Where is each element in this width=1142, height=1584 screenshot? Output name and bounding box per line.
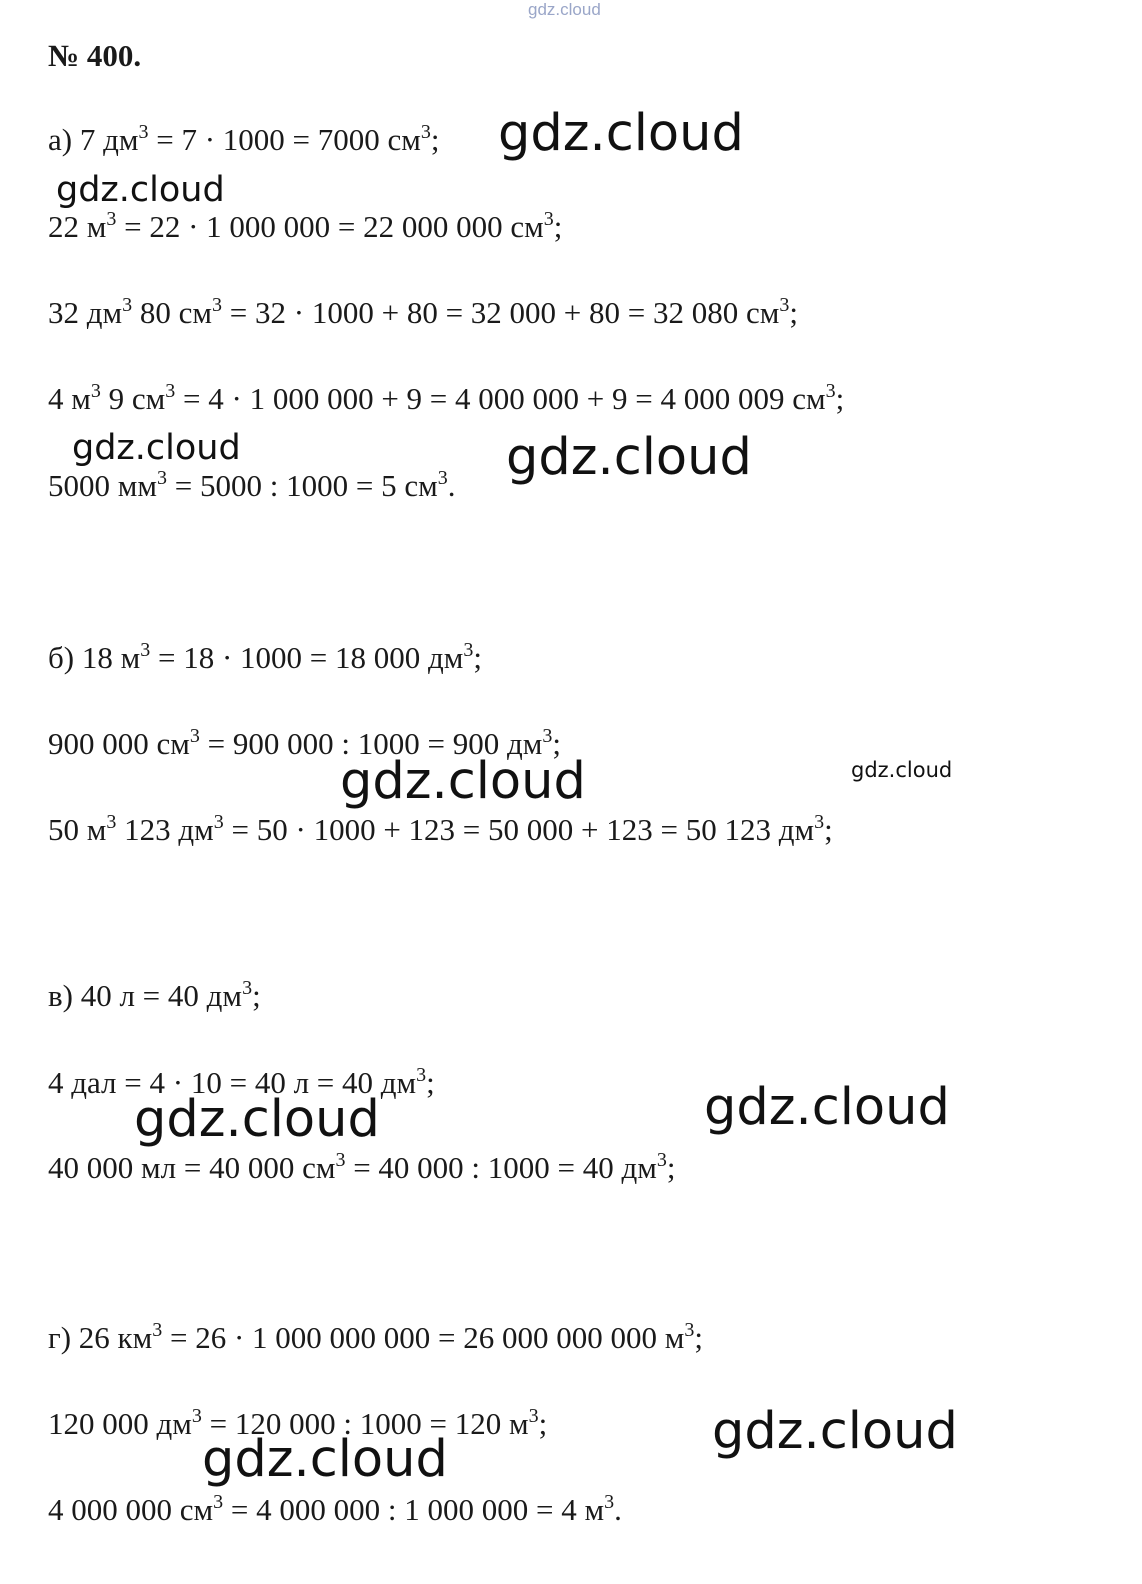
equation-line: б) 18 $м^3 = 18 \cdot 1000 = 18$ 000 $дм^3$; — [48, 639, 483, 675]
watermark: gdz.cloud — [72, 428, 241, 468]
watermark: gdz.cloud — [704, 1078, 950, 1137]
equation-line: 120 000 $дм^3 = 120$ 000 : 1000 = 120 $м^3$; — [48, 1405, 548, 1441]
equation-line: 900 000 $см^3 = 900$ 000 : 1000 = 900 $дм^3$; — [48, 725, 561, 761]
watermark: gdz.cloud — [134, 1090, 380, 1149]
watermark: gdz.cloud — [506, 428, 752, 487]
equation-line: а) 7 $дм^3 = 7 \cdot 1000 = 7000$ $см^3$; — [48, 121, 440, 157]
problem-number: № 400. — [48, 38, 142, 73]
equation-line: 50 $м^3$ 123 $дм^3 = 50 \cdot 1000 + 123 = 50$ 000 + 123 = 50 123 $дм^3$; — [48, 811, 833, 847]
header-watermark: gdz.cloud — [528, 0, 601, 19]
equation-line: 22 $м^3 = 22 \cdot 1$ 000 000 = 22 000 000 $см^3$; — [48, 208, 563, 244]
watermark: gdz.cloud — [851, 758, 953, 782]
watermark: gdz.cloud — [712, 1402, 958, 1461]
equation-line: 40 000 мл = 40 000 $см^3 = 40$ 000 : 1000 = 40 $дм^3$; — [48, 1149, 676, 1185]
equation-line: 5000 $мм^3 = 5000$ : 1000 = 5 $см^3$. — [48, 467, 456, 503]
watermark: gdz.cloud — [56, 170, 225, 210]
equation-line: г) 26 $км^3 = 26 \cdot 1$ 000 000 000 = 26 000 000 000 $м^3$; — [48, 1319, 703, 1355]
watermark: gdz.cloud — [340, 752, 586, 811]
equation-line: 4 дал = 4 · 10 = 40 л = 40 $дм^3$; — [48, 1064, 435, 1100]
equation-line: 32 $дм^3$ 80 $см^3 = 32 \cdot 1000 + 80 = 32$ 000 + 80 = 32 080 $см^3$; — [48, 294, 799, 330]
watermark: gdz.cloud — [498, 104, 744, 163]
equation-line: 4 $м^3$ 9 $см^3 = 4 \cdot 1$ 000 000 + 9 = 4 000 000 + 9 = 4 000 009 $см^3$; — [48, 380, 845, 416]
watermark: gdz.cloud — [202, 1430, 448, 1489]
equation-line: 4 000 000 $см^3 = 4$ 000 000 : 1 000 000 = 4 $м^3$. — [48, 1491, 622, 1527]
equation-line: в) 40 л = 40 $дм^3$; — [48, 977, 261, 1013]
